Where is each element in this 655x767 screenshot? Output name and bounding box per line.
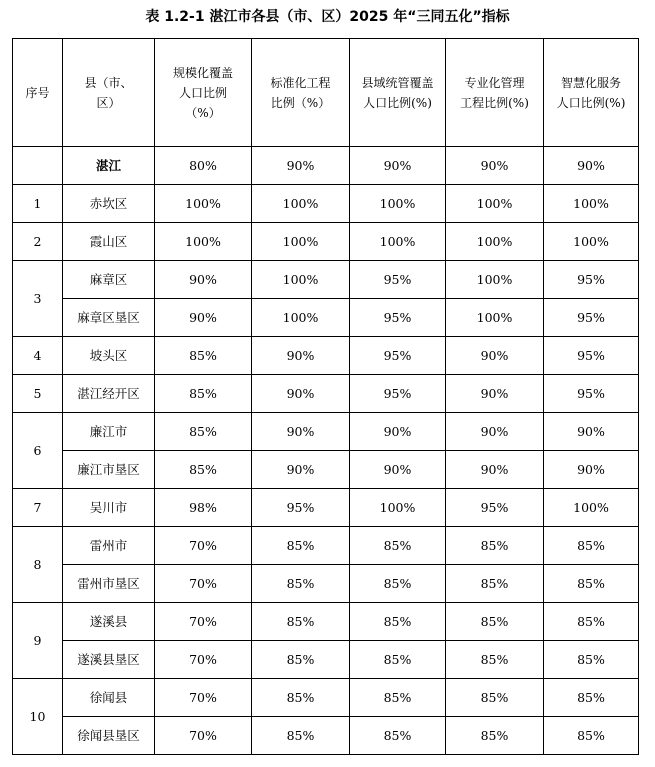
cell-county-management: 85% [350, 641, 446, 679]
table-row [13, 299, 639, 337]
cell-professional-management: 85% [446, 603, 544, 641]
cell-scale-coverage: 70% [155, 603, 252, 641]
cell-professional-management: 95% [446, 489, 544, 527]
row-seq [13, 147, 63, 185]
cell-standardization: 90% [252, 337, 350, 375]
table-row [13, 565, 639, 603]
cell-standardization: 85% [252, 717, 350, 755]
row-seq: 8 [13, 527, 63, 603]
header-smart-service-line1: 智慧化服务 [560, 75, 621, 90]
header-professional-management [446, 39, 544, 147]
row-county-name: 雷州市垦区 [63, 565, 155, 603]
row-county-name: 雷州市 [63, 527, 155, 565]
cell-standardization: 85% [252, 603, 350, 641]
cell-professional-management: 85% [446, 565, 544, 603]
header-scale-coverage-line3: （%） [185, 105, 221, 120]
cell-scale-coverage: 100% [155, 185, 252, 223]
cell-scale-coverage: 70% [155, 641, 252, 679]
cell-standardization: 100% [252, 261, 350, 299]
cell-smart-service: 100% [544, 489, 639, 527]
row-county-name: 坡头区 [63, 337, 155, 375]
cell-standardization: 100% [252, 185, 350, 223]
cell-professional-management: 90% [446, 337, 544, 375]
cell-professional-management: 100% [446, 185, 544, 223]
table-body [13, 39, 639, 755]
cell-scale-coverage: 85% [155, 413, 252, 451]
row-county-name: 湛江 [63, 147, 155, 185]
cell-smart-service: 85% [544, 565, 639, 603]
cell-standardization: 100% [252, 223, 350, 261]
header-scale-coverage-line1: 规模化覆盖 [172, 65, 233, 80]
table-row [13, 223, 639, 261]
cell-county-management: 95% [350, 261, 446, 299]
header-standardization-line1: 标准化工程 [270, 75, 331, 90]
header-smart-service [544, 39, 639, 147]
cell-smart-service: 100% [544, 185, 639, 223]
cell-smart-service: 95% [544, 375, 639, 413]
cell-professional-management: 85% [446, 679, 544, 717]
header-smart-service-line2: 人口比例(%) [556, 95, 626, 110]
cell-standardization: 90% [252, 147, 350, 185]
cell-scale-coverage: 85% [155, 451, 252, 489]
cell-county-management: 85% [350, 603, 446, 641]
table-row [13, 603, 639, 641]
row-county-name: 廉江市 [63, 413, 155, 451]
row-county-name: 吴川市 [63, 489, 155, 527]
cell-smart-service: 90% [544, 451, 639, 489]
header-professional-management-line2: 工程比例(%) [460, 95, 529, 110]
cell-standardization: 90% [252, 375, 350, 413]
cell-smart-service: 95% [544, 337, 639, 375]
cell-smart-service: 100% [544, 223, 639, 261]
cell-standardization: 85% [252, 565, 350, 603]
table-row [13, 413, 639, 451]
cell-scale-coverage: 85% [155, 337, 252, 375]
cell-county-management: 95% [350, 375, 446, 413]
header-scale-coverage [155, 39, 252, 147]
header-professional-management-line1: 专业化管理 [464, 75, 525, 90]
cell-scale-coverage: 70% [155, 679, 252, 717]
cell-county-management: 85% [350, 717, 446, 755]
row-county-name: 廉江市垦区 [63, 451, 155, 489]
header-county-management-line1: 县域统管覆盖 [361, 75, 434, 90]
cell-county-management: 100% [350, 223, 446, 261]
table-row [13, 375, 639, 413]
row-county-name: 麻章区 [63, 261, 155, 299]
row-county-name: 徐闻县垦区 [63, 717, 155, 755]
cell-standardization: 90% [252, 413, 350, 451]
row-seq: 3 [13, 261, 63, 337]
row-county-name: 遂溪县 [63, 603, 155, 641]
indicator-table [12, 38, 639, 755]
row-seq: 1 [13, 185, 63, 223]
cell-smart-service: 95% [544, 261, 639, 299]
table-row [13, 147, 639, 185]
cell-professional-management: 85% [446, 717, 544, 755]
cell-county-management: 85% [350, 527, 446, 565]
cell-county-management: 95% [350, 337, 446, 375]
header-county-management-line2: 人口比例(%) [363, 95, 432, 110]
table-row [13, 451, 639, 489]
row-county-name: 湛江经开区 [63, 375, 155, 413]
cell-standardization: 90% [252, 451, 350, 489]
cell-professional-management: 90% [446, 375, 544, 413]
row-county-name: 霞山区 [63, 223, 155, 261]
cell-smart-service: 95% [544, 299, 639, 337]
header-scale-coverage-line2: 人口比例 [178, 85, 227, 100]
cell-county-management: 100% [350, 185, 446, 223]
header-standardization-line2: 比例（%） [270, 95, 331, 110]
row-county-name: 徐闻县 [63, 679, 155, 717]
row-seq: 2 [13, 223, 63, 261]
cell-county-management: 95% [350, 299, 446, 337]
cell-standardization: 100% [252, 299, 350, 337]
cell-scale-coverage: 70% [155, 527, 252, 565]
header-row [13, 39, 639, 147]
cell-county-management: 85% [350, 679, 446, 717]
row-county-name: 遂溪县垦区 [63, 641, 155, 679]
row-seq: 5 [13, 375, 63, 413]
row-seq: 6 [13, 413, 63, 489]
cell-scale-coverage: 98% [155, 489, 252, 527]
row-county-name: 赤坎区 [63, 185, 155, 223]
cell-standardization: 85% [252, 641, 350, 679]
cell-county-management: 90% [350, 147, 446, 185]
table-row [13, 527, 639, 565]
header-county-line2: 区） [96, 95, 121, 110]
cell-scale-coverage: 70% [155, 717, 252, 755]
cell-smart-service: 85% [544, 641, 639, 679]
cell-professional-management: 85% [446, 641, 544, 679]
cell-smart-service: 85% [544, 527, 639, 565]
table-row [13, 261, 639, 299]
cell-county-management: 100% [350, 489, 446, 527]
cell-standardization: 85% [252, 527, 350, 565]
cell-smart-service: 85% [544, 717, 639, 755]
table-row [13, 489, 639, 527]
cell-county-management: 90% [350, 451, 446, 489]
cell-standardization: 85% [252, 679, 350, 717]
table-row [13, 679, 639, 717]
cell-professional-management: 100% [446, 223, 544, 261]
header-standardization [252, 39, 350, 147]
row-county-name: 麻章区垦区 [63, 299, 155, 337]
cell-professional-management: 90% [446, 451, 544, 489]
table-title: 表 1.2-1 湛江市各县（市、区）2025 年“三同五化”指标 [145, 9, 510, 25]
row-seq: 7 [13, 489, 63, 527]
cell-scale-coverage: 90% [155, 299, 252, 337]
cell-smart-service: 90% [544, 147, 639, 185]
cell-professional-management: 90% [446, 413, 544, 451]
cell-scale-coverage: 70% [155, 565, 252, 603]
table-row [13, 337, 639, 375]
header-county-line1: 县（市、 [84, 75, 133, 90]
table-row [13, 185, 639, 223]
cell-scale-coverage: 85% [155, 375, 252, 413]
cell-county-management: 90% [350, 413, 446, 451]
cell-scale-coverage: 80% [155, 147, 252, 185]
cell-professional-management: 100% [446, 261, 544, 299]
table-row [13, 717, 639, 755]
cell-county-management: 85% [350, 565, 446, 603]
header-county [63, 39, 155, 147]
header-seq: 序号 [13, 39, 63, 147]
cell-smart-service: 90% [544, 413, 639, 451]
table-row [13, 641, 639, 679]
cell-smart-service: 85% [544, 603, 639, 641]
row-seq: 4 [13, 337, 63, 375]
cell-smart-service: 85% [544, 679, 639, 717]
cell-scale-coverage: 100% [155, 223, 252, 261]
cell-standardization: 95% [252, 489, 350, 527]
cell-professional-management: 90% [446, 147, 544, 185]
cell-professional-management: 85% [446, 527, 544, 565]
row-seq: 10 [13, 679, 63, 755]
header-county-management [350, 39, 446, 147]
cell-professional-management: 100% [446, 299, 544, 337]
cell-scale-coverage: 90% [155, 261, 252, 299]
row-seq: 9 [13, 603, 63, 679]
